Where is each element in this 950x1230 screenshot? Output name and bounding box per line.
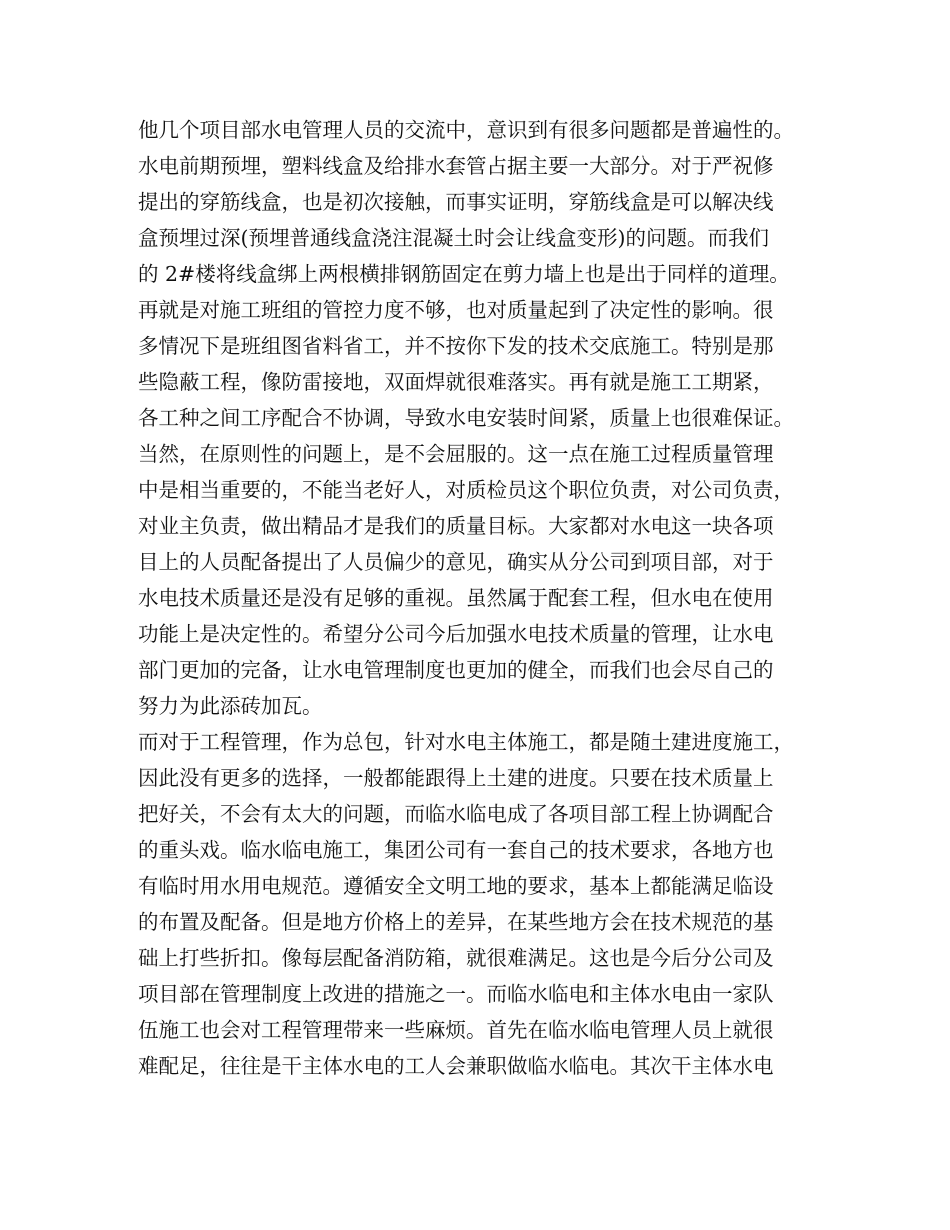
text-line: 多情况下是班组图省料省工，并不按你下发的技术交底施工。特别是那 bbox=[138, 334, 774, 358]
text-line: 的重头戏。临水临电施工，集团公司有一套自己的技术要求，各地方也 bbox=[138, 838, 774, 862]
text-line: 当然，在原则性的问题上，是不会屈服的。这一点在施工过程质量管理 bbox=[138, 442, 774, 466]
text-line: 中是相当重要的，不能当老好人，对质检员这个职位负责，对公司负责， bbox=[138, 478, 794, 502]
text-line: 对业主负责，做出精品才是我们的质量目标。大家都对水电这一块各项 bbox=[138, 514, 774, 538]
text-line: 项目部在管理制度上改进的措施之一。而临水临电和主体水电由一家队 bbox=[138, 982, 774, 1006]
text-line: 盒预埋过深(预埋普通线盒浇注混凝土时会让线盒变形)的问题。而我们 bbox=[138, 226, 769, 250]
paragraph-start-line: 而对于工程管理，作为总包，针对水电主体施工，都是随土建进度施工， bbox=[138, 730, 794, 754]
text-line: 提出的穿筋线盒，也是初次接触，而事实证明，穿筋线盒是可以解决线 bbox=[138, 190, 774, 214]
text-line: 有临时用水用电规范。遵循安全文明工地的要求，基本上都能满足临设 bbox=[138, 874, 774, 898]
text-line: 水电技术质量还是没有足够的重视。虽然属于配套工程，但水电在使用 bbox=[138, 586, 774, 610]
text-line: 伍施工也会对工程管理带来一些麻烦。首先在临水临电管理人员上就很 bbox=[138, 1018, 774, 1042]
text-line: 部门更加的完备，让水电管理制度也更加的健全，而我们也会尽自己的 bbox=[138, 658, 774, 682]
text-line: 目上的人员配备提出了人员偏少的意见，确实从分公司到项目部，对于 bbox=[138, 550, 774, 574]
text-line: 功能上是决定性的。希望分公司今后加强水电技术质量的管理，让水电 bbox=[138, 622, 774, 646]
text-line: 再就是对施工班组的管控力度不够，也对质量起到了决定性的影响。很 bbox=[138, 298, 774, 322]
text-line: 难配足，往往是干主体水电的工人会兼职做临水临电。其次干主体水电 bbox=[138, 1054, 774, 1078]
text-line: 水电前期预埋，塑料线盒及给排水套管占据主要一大部分。对于严祝修 bbox=[138, 154, 774, 178]
text-line: 础上打些折扣。像每层配备消防箱，就很难满足。这也是今后分公司及 bbox=[138, 946, 774, 970]
text-line: 把好关，不会有太大的问题，而临水临电成了各项目部工程上协调配合 bbox=[138, 802, 774, 826]
text-line: 因此没有更多的选择，一般都能跟得上土建的进度。只要在技术质量上 bbox=[138, 766, 774, 790]
body-text bbox=[138, 112, 828, 1084]
text-line: 些隐蔽工程，像防雷接地，双面焊就很难落实。再有就是施工工期紧， bbox=[138, 370, 774, 394]
text-line: 他几个项目部水电管理人员的交流中，意识到有很多问题都是普遍性的。 bbox=[138, 118, 794, 142]
text-line: 努力为此添砖加瓦。 bbox=[138, 694, 323, 718]
text-line: 各工种之间工序配合不协调，导致水电安装时间紧，质量上也很难保证。 bbox=[138, 406, 794, 430]
text-line: 的布置及配备。但是地方价格上的差异，在某些地方会在技术规范的基 bbox=[138, 910, 774, 934]
text-line: 的 2#楼将线盒绑上两根横排钢筋固定在剪力墙上也是出于同样的道理。 bbox=[138, 262, 790, 286]
